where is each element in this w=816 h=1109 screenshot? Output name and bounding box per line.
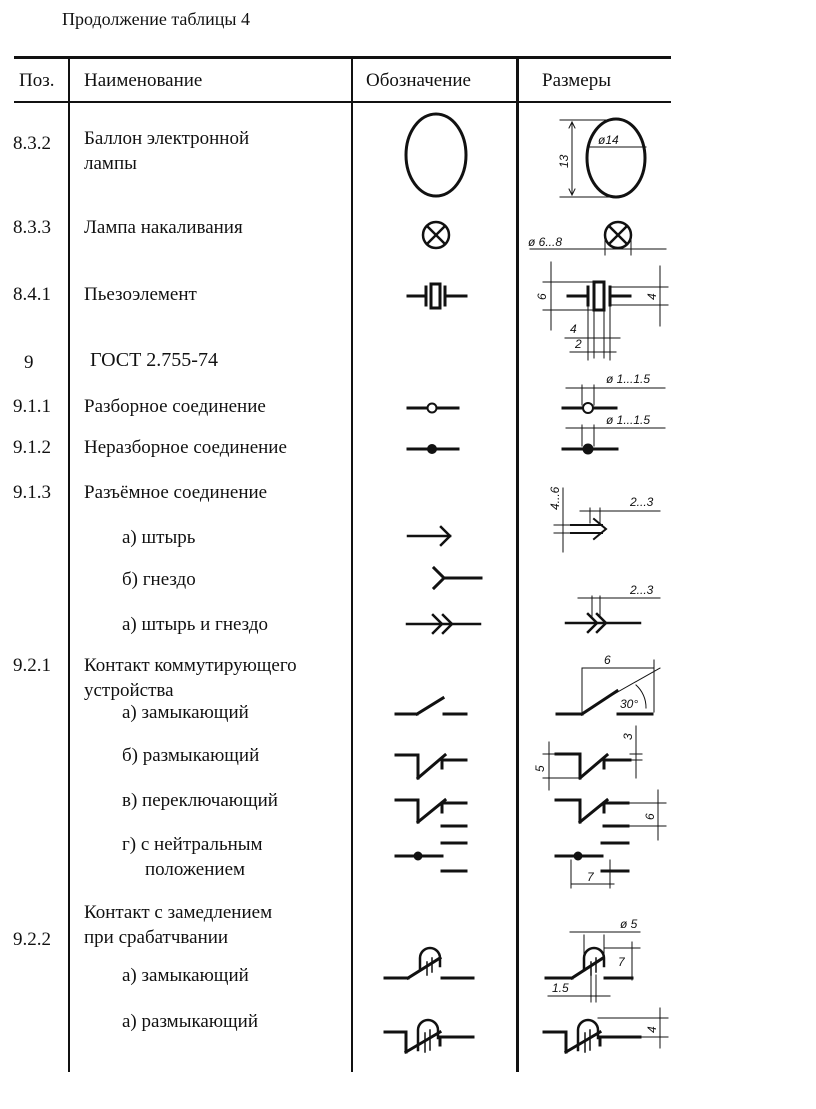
detachable-joint-dim-symbol [563, 403, 616, 413]
dim-label: 3 [621, 733, 635, 740]
dim-label: ø 5 [620, 917, 638, 931]
row-subitem: б) гнездо [122, 569, 196, 590]
pin-socket-dim-symbol [566, 614, 640, 632]
dim-label: ø14 [598, 133, 619, 147]
dim-label: 4 [645, 1026, 659, 1033]
header-pos: Поз. [19, 70, 55, 91]
connector-dim-symbol [571, 519, 606, 539]
dim-label: 2...3 [630, 495, 654, 509]
incandescent-lamp-symbol [423, 222, 449, 248]
dim-label: 7 [618, 955, 625, 969]
dim-label: 4 [570, 322, 577, 336]
dim-label: ø 1...1.5 [606, 372, 651, 386]
row-name: Баллон электронной [84, 128, 250, 149]
detachable-joint-dimensions [566, 385, 665, 405]
dim-label: 13 [557, 154, 571, 168]
pin-symbol [408, 527, 450, 545]
permanent-joint-dim-symbol [563, 445, 617, 453]
row-pos: 9.1.3 [13, 482, 51, 503]
delayed-make-contact-symbol [385, 948, 473, 978]
row-name: Пьезоэлемент [84, 284, 197, 305]
row-name: Неразборное соединение [84, 437, 287, 458]
changeover-contact-dim-symbol [556, 800, 628, 826]
row-pos: 8.3.2 [13, 133, 51, 154]
changeover-contact-symbol [396, 800, 466, 826]
header-symbol: Обозначение [366, 70, 471, 91]
delayed-break-contact-dim-symbol [544, 1020, 640, 1052]
row-pos: 9.1.1 [13, 396, 51, 417]
row-subitem: б) размыкающий [122, 745, 260, 766]
neutral-contact-dim-symbol [556, 843, 628, 871]
row-name-continued: устройства [84, 680, 174, 701]
break-contact-dim-symbol [556, 754, 630, 778]
dim-label: ø 6...8 [528, 235, 563, 249]
dim-label: 6 [535, 293, 549, 300]
table-caption: Продолжение таблицы 4 [62, 9, 250, 29]
header-dims: Размеры [542, 70, 611, 91]
lamp-bulb-symbol [406, 114, 466, 196]
lamp-bulb-dimensions [560, 120, 646, 197]
dim-label: 4...6 [548, 486, 562, 510]
row-pos: 8.4.1 [13, 284, 51, 305]
row-subitem: г) с нейтральным [122, 834, 263, 855]
dim-label: 4 [645, 293, 659, 300]
row-subitem: а) размыкающий [122, 1011, 259, 1032]
row-pos: 9 [24, 352, 34, 373]
dim-label: 2 [575, 337, 582, 351]
piezo-element-symbol [408, 284, 466, 308]
row-subitem-continued: положением [145, 859, 246, 880]
lamp-bulb-dim-symbol [587, 119, 645, 197]
break-contact-symbol [396, 755, 466, 778]
piezo-element-dim-symbol [568, 282, 630, 310]
row-pos: 9.2.2 [13, 929, 51, 950]
permanent-joint-symbol [408, 446, 458, 453]
make-contact-symbol [396, 698, 466, 714]
row-subitem: а) замыкающий [122, 965, 249, 986]
row-pos: 8.3.3 [13, 217, 51, 238]
row-subitem: в) переключающий [122, 790, 278, 811]
row-name-continued: лампы [84, 153, 137, 174]
dim-label: 30° [620, 697, 639, 711]
row-name: Контакт коммутирующего [84, 655, 297, 676]
row-name: Разъёмное соединение [84, 482, 268, 503]
row-subitem: а) штырь [122, 527, 196, 548]
dim-label: 1.5 [552, 981, 569, 995]
row-pos: 9.1.2 [13, 437, 51, 458]
pin-and-socket-symbol [407, 615, 480, 633]
delayed-break-contact-symbol [385, 1020, 473, 1052]
row-name: Лампа накаливания [84, 217, 243, 238]
permanent-joint-dimensions [566, 425, 665, 446]
neutral-contact-symbol [396, 843, 466, 871]
header-name: Наименование [84, 70, 203, 91]
incandescent-lamp-dim-symbol [605, 222, 631, 248]
dim-label: 6 [604, 653, 611, 667]
row-name: Контакт с замедлением [84, 902, 273, 923]
row-name: Разборное соединение [84, 396, 266, 417]
row-subitem: а) замыкающий [122, 702, 249, 723]
dim-label: ø 1...1.5 [606, 413, 651, 427]
dim-label: 6 [643, 813, 657, 820]
dim-label: 7 [587, 870, 594, 884]
row-name-continued: при срабатчвании [84, 927, 229, 948]
detachable-joint-symbol [408, 404, 458, 413]
row-name-gost: ГОСТ 2.755-74 [90, 349, 218, 371]
row-subitem: а) штырь и гнездо [122, 614, 268, 635]
dim-label: 2...3 [630, 583, 654, 597]
dim-label: 5 [533, 765, 547, 772]
row-pos: 9.2.1 [13, 655, 51, 676]
socket-symbol [434, 568, 481, 588]
